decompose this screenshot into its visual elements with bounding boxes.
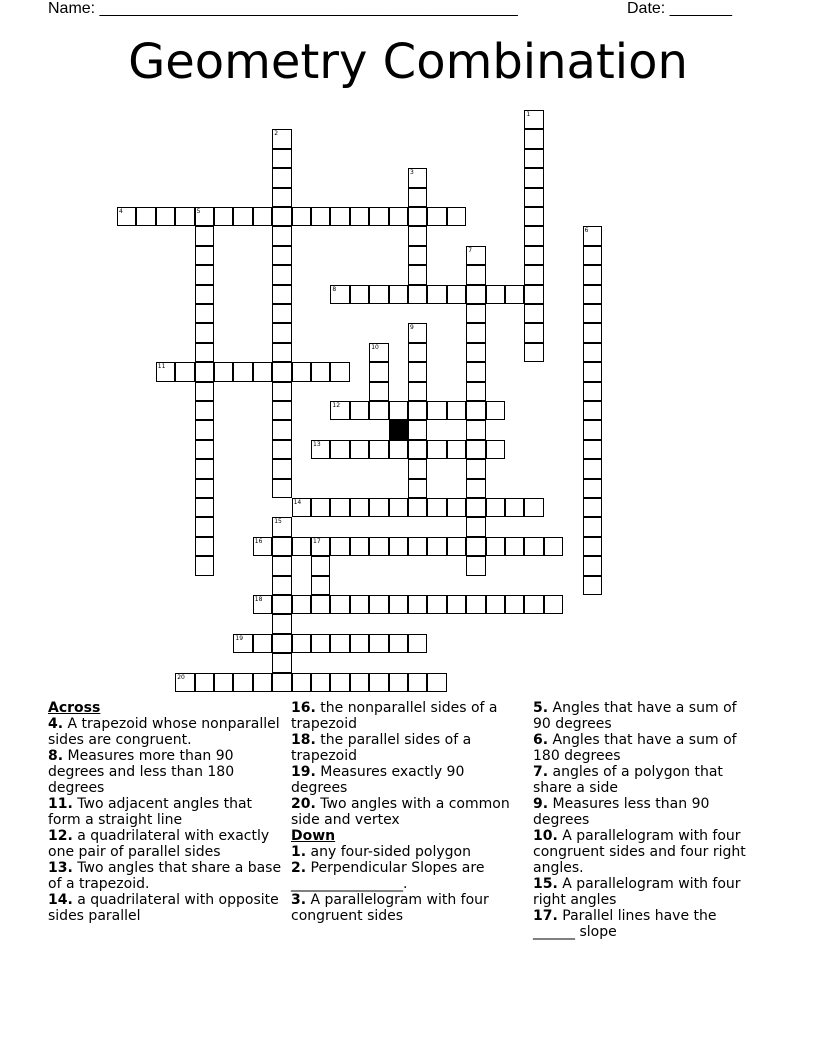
grid-cell[interactable]: [389, 537, 408, 556]
grid-cell[interactable]: [408, 595, 427, 614]
clue-item: 1. any four-sided polygon: [291, 844, 471, 860]
clue-number: 1: [526, 111, 531, 118]
grid-cell[interactable]: [311, 537, 330, 556]
grid-cell[interactable]: [524, 129, 543, 148]
clue-number: 4: [119, 208, 123, 215]
grid-cell[interactable]: [369, 343, 388, 362]
clue-number: 3: [410, 169, 414, 177]
grid-cell[interactable]: [389, 440, 408, 459]
clue-number: 8: [332, 285, 337, 293]
grid-cell[interactable]: [195, 459, 214, 478]
grid-cell[interactable]: [466, 285, 485, 304]
grid-cell[interactable]: [311, 556, 330, 575]
grid-cell[interactable]: [272, 401, 291, 420]
grid-cell[interactable]: [233, 673, 252, 692]
grid-cell[interactable]: [292, 634, 311, 653]
clue-item: 3. A parallelogram with four congruent sides: [291, 892, 489, 924]
grid-cell[interactable]: [369, 440, 388, 459]
grid-cell[interactable]: [583, 479, 602, 498]
grid-cell[interactable]: [330, 285, 349, 304]
clue-item: 8. Measures more than 90 degrees and less than 180 degrees: [48, 748, 235, 796]
grid-cell[interactable]: [408, 246, 427, 265]
grid-cell[interactable]: [408, 634, 427, 653]
grid-cell[interactable]: [447, 498, 466, 517]
grid-cell[interactable]: [272, 576, 291, 595]
grid-cell[interactable]: [466, 479, 485, 498]
grid-cell[interactable]: [524, 343, 543, 362]
grid-cell[interactable]: [466, 362, 485, 381]
grid-cell[interactable]: [272, 459, 291, 478]
grid-cell[interactable]: [272, 440, 291, 459]
grid-cell[interactable]: [408, 285, 427, 304]
grid-cell[interactable]: [292, 207, 311, 226]
grid-cell[interactable]: [583, 576, 602, 595]
grid-cell[interactable]: [272, 323, 291, 342]
grid-cell[interactable]: [350, 673, 369, 692]
grid-cell[interactable]: [408, 537, 427, 556]
grid-cell[interactable]: [350, 595, 369, 614]
grid-cell[interactable]: [311, 362, 330, 381]
grid-cell[interactable]: [369, 382, 388, 401]
grid-cell[interactable]: [447, 537, 466, 556]
grid-cell[interactable]: [117, 207, 136, 226]
grid-cell[interactable]: [330, 362, 349, 381]
grid-cell[interactable]: [583, 517, 602, 536]
clue-item: 9. Measures less than 90 degrees: [533, 796, 710, 828]
clue-item: 10. A parallelogram with four congruent sides and four right angles.: [533, 828, 746, 876]
grid-cell[interactable]: [583, 556, 602, 575]
grid-cell[interactable]: [330, 673, 349, 692]
clue-number: 12: [332, 402, 341, 409]
grid-cell[interactable]: [272, 168, 291, 187]
grid-cell[interactable]: [544, 595, 563, 614]
grid-cell[interactable]: [427, 673, 446, 692]
grid-cell[interactable]: [330, 401, 349, 420]
clues-column-3: [533, 700, 758, 940]
grid-cell[interactable]: [311, 440, 330, 459]
grid-cell[interactable]: [466, 382, 485, 401]
grid-cell[interactable]: [466, 498, 485, 517]
clue-item: 15. A parallelogram with four right angles: [533, 876, 741, 908]
grid-cell[interactable]: [292, 673, 311, 692]
grid-cell[interactable]: [233, 362, 252, 381]
grid-cell[interactable]: [524, 265, 543, 284]
grid-cell[interactable]: [505, 285, 524, 304]
grid-cell[interactable]: [486, 498, 505, 517]
grid-cell[interactable]: [195, 673, 214, 692]
name-field-label: Name: _______________________________________________: [48, 0, 518, 17]
grid-cell[interactable]: [272, 673, 291, 692]
clue-item: 12. a quadrilateral with exactly one pair of parallel sides: [48, 828, 270, 860]
grid-cell[interactable]: [466, 265, 485, 284]
grid-cell[interactable]: [311, 673, 330, 692]
grid-cell[interactable]: [311, 498, 330, 517]
grid-cell[interactable]: [369, 207, 388, 226]
down-heading: Down: [291, 828, 336, 844]
clue-number: 15: [274, 518, 282, 526]
grid-cell[interactable]: [195, 362, 214, 381]
grid-cell[interactable]: [447, 595, 466, 614]
grid-cell[interactable]: [195, 343, 214, 362]
grid-cell[interactable]: [214, 207, 233, 226]
grid-cell[interactable]: [466, 459, 485, 478]
clue-number: 20: [177, 673, 185, 681]
grid-cell[interactable]: [408, 265, 427, 284]
grid-cell[interactable]: [369, 498, 388, 517]
grid-cell[interactable]: [408, 498, 427, 517]
grid-cell[interactable]: [486, 440, 505, 459]
date-field-label: Date: _______: [627, 0, 732, 17]
grid-cell[interactable]: [486, 401, 505, 420]
clue-number: 16: [254, 537, 263, 545]
grid-cell[interactable]: [427, 440, 446, 459]
grid-cell[interactable]: [195, 246, 214, 265]
grid-cell[interactable]: [350, 207, 369, 226]
clue-number: 2: [274, 130, 279, 138]
grid-cell[interactable]: [272, 304, 291, 323]
clue-item: 11. Two adjacent angles that form a straight line: [48, 796, 253, 828]
grid-cell[interactable]: [350, 537, 369, 556]
grid-cell[interactable]: [427, 207, 446, 226]
grid-cell[interactable]: [408, 343, 427, 362]
grid-cell[interactable]: [408, 188, 427, 207]
grid-cell[interactable]: [466, 323, 485, 342]
grid-cell[interactable]: [583, 382, 602, 401]
clue-number: 18: [254, 596, 263, 603]
grid-cell[interactable]: [330, 498, 349, 517]
grid-cell[interactable]: [253, 207, 272, 226]
grid-cell[interactable]: [369, 401, 388, 420]
clues-column-2: [291, 700, 523, 924]
grid-cell[interactable]: [369, 362, 388, 381]
grid-cell[interactable]: [195, 323, 214, 342]
grid-cell[interactable]: [272, 479, 291, 498]
grid-cell[interactable]: [466, 343, 485, 362]
grid-cell[interactable]: [330, 537, 349, 556]
grid-cell[interactable]: [350, 498, 369, 517]
grid-cell[interactable]: [524, 537, 543, 556]
grid-cell[interactable]: [272, 149, 291, 168]
grid-cell[interactable]: [583, 323, 602, 342]
clue-item: 13. Two angles that share a base of a trapezoid.: [48, 860, 282, 892]
grid-cell[interactable]: [195, 226, 214, 245]
grid-cell[interactable]: [389, 634, 408, 653]
grid-cell[interactable]: [583, 304, 602, 323]
grid-cell[interactable]: [175, 362, 194, 381]
grid-cell[interactable]: [466, 420, 485, 439]
grid-cell[interactable]: [389, 595, 408, 614]
grid-cell[interactable]: [466, 246, 485, 265]
grid-cell[interactable]: [524, 226, 543, 245]
grid-cell[interactable]: [524, 168, 543, 187]
grid-cell[interactable]: [272, 226, 291, 245]
grid-cell[interactable]: [272, 634, 291, 653]
grid-cell[interactable]: [330, 207, 349, 226]
grid-cell[interactable]: [486, 537, 505, 556]
grid-cell[interactable]: [544, 537, 563, 556]
grid-cell[interactable]: [447, 285, 466, 304]
grid-cell[interactable]: [408, 673, 427, 692]
grid-cell[interactable]: [175, 207, 194, 226]
grid-cell[interactable]: [466, 440, 485, 459]
grid-cell[interactable]: [389, 673, 408, 692]
grid-cell[interactable]: [408, 323, 427, 342]
grid-cell[interactable]: [272, 595, 291, 614]
clue-item: 17. Parallel lines have the ______ slope: [533, 908, 717, 940]
grid-cell[interactable]: [195, 517, 214, 536]
grid-cell[interactable]: [486, 285, 505, 304]
grid-cell[interactable]: [195, 304, 214, 323]
grid-cell[interactable]: [253, 673, 272, 692]
grid-cell[interactable]: [195, 420, 214, 439]
grid-cell[interactable]: [408, 479, 427, 498]
grid-cell[interactable]: [272, 285, 291, 304]
grid-cell[interactable]: [524, 304, 543, 323]
grid-cell[interactable]: [408, 207, 427, 226]
grid-cell[interactable]: [195, 537, 214, 556]
grid-cell[interactable]: [292, 537, 311, 556]
grid-cell[interactable]: [272, 556, 291, 575]
grid-cell[interactable]: [524, 285, 543, 304]
clue-number: 14: [293, 499, 302, 506]
grid-cell[interactable]: [272, 343, 291, 362]
grid-cell[interactable]: [369, 595, 388, 614]
grid-cell[interactable]: [583, 226, 602, 245]
grid-cell[interactable]: [389, 401, 408, 420]
grid-cell[interactable]: [272, 129, 291, 148]
grid-cell[interactable]: [272, 246, 291, 265]
clue-number: 9: [410, 324, 414, 332]
grid-cell[interactable]: [505, 595, 524, 614]
grid-cell[interactable]: [272, 265, 291, 284]
grid-cell[interactable]: [466, 595, 485, 614]
clue-number: 10: [371, 343, 379, 351]
grid-cell[interactable]: [427, 498, 446, 517]
grid-cell[interactable]: [330, 595, 349, 614]
grid-cell[interactable]: [408, 401, 427, 420]
grid-cell[interactable]: [195, 479, 214, 498]
grid-cell[interactable]: [408, 168, 427, 187]
grid-cell[interactable]: [583, 362, 602, 381]
clues-column-1: [48, 700, 286, 924]
clue-number: 6: [584, 227, 589, 235]
grid-cell[interactable]: [583, 246, 602, 265]
grid-cell[interactable]: [156, 207, 175, 226]
grid-cell[interactable]: [350, 440, 369, 459]
clue-item: 7. angles of a polygon that share a side: [533, 764, 723, 796]
grid-cell[interactable]: [447, 401, 466, 420]
grid-cell[interactable]: [272, 362, 291, 381]
grid-cell[interactable]: [524, 323, 543, 342]
grid-cell[interactable]: [524, 498, 543, 517]
grid-cell[interactable]: [253, 595, 272, 614]
grid-cell[interactable]: [195, 382, 214, 401]
across-heading: Across: [48, 700, 101, 716]
grid-cell[interactable]: [524, 149, 543, 168]
clue-item: 4. A trapezoid whose nonparallel sides are congruent.: [48, 716, 280, 748]
grid-cell[interactable]: [583, 285, 602, 304]
grid-cell[interactable]: [272, 382, 291, 401]
grid-cell[interactable]: [156, 362, 175, 381]
grid-cell[interactable]: [175, 673, 194, 692]
grid-cell[interactable]: [427, 401, 446, 420]
grid-cell[interactable]: [195, 440, 214, 459]
grid-cell[interactable]: [350, 634, 369, 653]
grid-cell[interactable]: [427, 595, 446, 614]
grid-cell[interactable]: [195, 285, 214, 304]
grid-cell[interactable]: [272, 420, 291, 439]
grid-cell[interactable]: [253, 362, 272, 381]
grid-cell[interactable]: [466, 537, 485, 556]
grid-cell[interactable]: [253, 634, 272, 653]
grid-cell[interactable]: [311, 595, 330, 614]
clue-item: 20. Two angles with a common side and vertex: [291, 796, 510, 828]
grid-cell[interactable]: [369, 537, 388, 556]
clue-item: 14. a quadrilateral with opposite sides parallel: [48, 892, 279, 924]
grid-cell[interactable]: [195, 498, 214, 517]
grid-cell[interactable]: [524, 110, 543, 129]
grid-cell[interactable]: [427, 537, 446, 556]
grid-cell[interactable]: [466, 401, 485, 420]
clue-item: 2. Perpendicular Slopes are ________________.: [291, 860, 485, 892]
clue-item: 18. the parallel sides of a trapezoid: [291, 732, 472, 764]
clue-number: 11: [157, 363, 166, 371]
grid-cell[interactable]: [408, 226, 427, 245]
grid-cell[interactable]: [447, 207, 466, 226]
grid-cell[interactable]: [272, 188, 291, 207]
grid-cell[interactable]: [195, 556, 214, 575]
grid-cell[interactable]: [447, 440, 466, 459]
grid-cell[interactable]: [583, 537, 602, 556]
grid-cell[interactable]: [195, 401, 214, 420]
puzzle-title: Geometry Combination: [128, 34, 688, 90]
grid-cell[interactable]: [350, 285, 369, 304]
clue-item: 5. Angles that have a sum of 90 degrees: [533, 700, 737, 732]
grid-cell[interactable]: [292, 362, 311, 381]
grid-cell[interactable]: [369, 673, 388, 692]
grid-cell[interactable]: [524, 188, 543, 207]
grid-cell[interactable]: [583, 401, 602, 420]
grid-cell[interactable]: [272, 207, 291, 226]
grid-cell[interactable]: [136, 207, 155, 226]
grid-cell[interactable]: [466, 304, 485, 323]
grid-cell[interactable]: [369, 634, 388, 653]
clue-item: 16. the nonparallel sides of a trapezoid: [291, 700, 498, 732]
grid-cell[interactable]: [389, 285, 408, 304]
grid-cell[interactable]: [389, 207, 408, 226]
grid-cell[interactable]: [311, 207, 330, 226]
grid-cell[interactable]: [505, 537, 524, 556]
grid-cell[interactable]: [583, 265, 602, 284]
clue-number: 19: [235, 634, 244, 642]
clue-number: 17: [313, 537, 321, 545]
grid-cell[interactable]: [486, 595, 505, 614]
grid-cell[interactable]: [311, 576, 330, 595]
clue-item: 6. Angles that have a sum of 180 degrees: [533, 732, 737, 764]
clue-number: 5: [196, 208, 201, 215]
grid-cell[interactable]: [253, 537, 272, 556]
grid-cell[interactable]: [524, 595, 543, 614]
grid-cell[interactable]: [272, 653, 291, 672]
grid-cell[interactable]: [272, 517, 291, 536]
block-cell: [389, 420, 408, 439]
grid-cell[interactable]: [583, 440, 602, 459]
grid-cell[interactable]: [330, 440, 349, 459]
grid-cell[interactable]: [408, 362, 427, 381]
grid-cell[interactable]: [427, 285, 446, 304]
grid-cell[interactable]: [272, 537, 291, 556]
grid-cell[interactable]: [292, 595, 311, 614]
grid-cell[interactable]: [292, 498, 311, 517]
grid-cell[interactable]: [330, 634, 349, 653]
grid-cell[interactable]: [195, 207, 214, 226]
grid-cell[interactable]: [408, 440, 427, 459]
grid-cell[interactable]: [214, 673, 233, 692]
grid-cell[interactable]: [466, 556, 485, 575]
grid-cell[interactable]: [272, 614, 291, 633]
grid-cell[interactable]: [583, 343, 602, 362]
grid-cell[interactable]: [350, 401, 369, 420]
grid-cell[interactable]: [195, 265, 214, 284]
grid-cell[interactable]: [233, 207, 252, 226]
clue-number: 13: [313, 440, 321, 448]
grid-cell[interactable]: [389, 498, 408, 517]
grid-cell[interactable]: [466, 517, 485, 536]
clue-number: 7: [468, 246, 473, 254]
grid-cell[interactable]: [408, 459, 427, 478]
grid-cell[interactable]: [233, 634, 252, 653]
grid-cell[interactable]: [583, 498, 602, 517]
grid-cell[interactable]: [583, 459, 602, 478]
grid-cell[interactable]: [524, 207, 543, 226]
grid-cell[interactable]: [369, 285, 388, 304]
grid-cell[interactable]: [505, 498, 524, 517]
grid-cell[interactable]: [524, 246, 543, 265]
grid-cell[interactable]: [583, 420, 602, 439]
grid-cell[interactable]: [408, 382, 427, 401]
grid-cell[interactable]: [311, 634, 330, 653]
clue-item: 19. Measures exactly 90 degrees: [291, 764, 465, 796]
grid-cell[interactable]: [214, 362, 233, 381]
grid-cell[interactable]: [408, 420, 427, 439]
